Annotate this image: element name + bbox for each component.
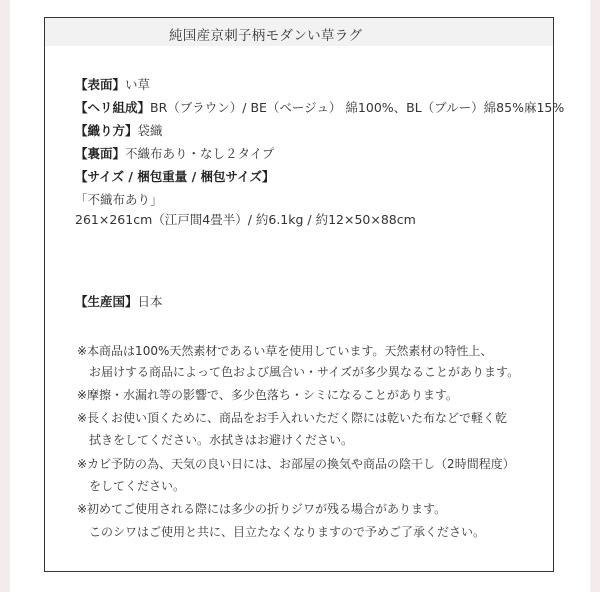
spec-label: 【織り方】 — [75, 123, 138, 138]
spec-panel — [44, 46, 565, 572]
spec-row-surface — [75, 77, 150, 93]
size-detail: 261×261cm（江戸間4畳半）/ 約6.1kg / 約12×50×88cm — [75, 212, 416, 227]
page-edge-left — [0, 0, 10, 592]
spec-value: い草 — [125, 77, 151, 92]
spec-value: 不織布あり・なし２タイプ — [125, 146, 275, 161]
spec-label: 【表面】 — [75, 77, 126, 92]
spec-value: 袋織 — [137, 123, 163, 138]
note-5-cont: このシワはご使用と共に、目立たなくなりますので予めご了承ください。 — [89, 525, 486, 539]
spec-row-back — [75, 146, 274, 162]
page-title: 純国産京刺子柄モダンい草ラグ — [169, 28, 363, 44]
origin-value: 日本 — [137, 294, 163, 309]
note-3-cont: 拭きをしてください。水拭きはお避けください。 — [89, 433, 354, 447]
origin-label: 【生産国】 — [75, 294, 138, 309]
note-5: ※初めてご使用される際には多少の折りジワが残る場合があります。 — [77, 502, 447, 516]
spec-label: 【ヘリ組成】 — [75, 100, 151, 115]
spec-row-weave — [75, 123, 163, 139]
spec-row-size-heading — [75, 169, 275, 185]
spec-value: BR（ブラウン）/ BE（ベージュ） 綿100%、BL（ブルー）綿85%麻15% — [150, 100, 565, 115]
note-3: ※長くお使い頂くために、商品をお手入れいただく際には乾いた布などで軽く乾 — [77, 411, 508, 425]
note-4-cont: をしてください。 — [89, 479, 186, 493]
spec-row-border — [75, 100, 564, 116]
note-1-cont: お届けする商品によって色および風合い・サイズが多少異なることがあります。 — [89, 365, 520, 379]
note-2: ※摩擦・水漏れ等の影響で、多少色落ち・シミになることがあります。 — [77, 388, 458, 402]
note-1: ※本商品は100%天然素材であるい草を使用しています。天然素材の特性上、 — [77, 344, 493, 358]
spec-label: 【サイズ / 梱包重量 / 梱包サイズ】 — [75, 169, 275, 184]
note-4: ※カビ予防の為、天気の良い日には、お部屋の換気や商品の陰干し（2時間程度） — [77, 457, 515, 471]
title-bar — [44, 17, 554, 47]
spec-label: 【裏面】 — [75, 146, 126, 161]
page-edge-right — [590, 0, 600, 592]
origin-row — [75, 294, 163, 310]
size-type-label: 「不織布あり」 — [75, 192, 163, 207]
